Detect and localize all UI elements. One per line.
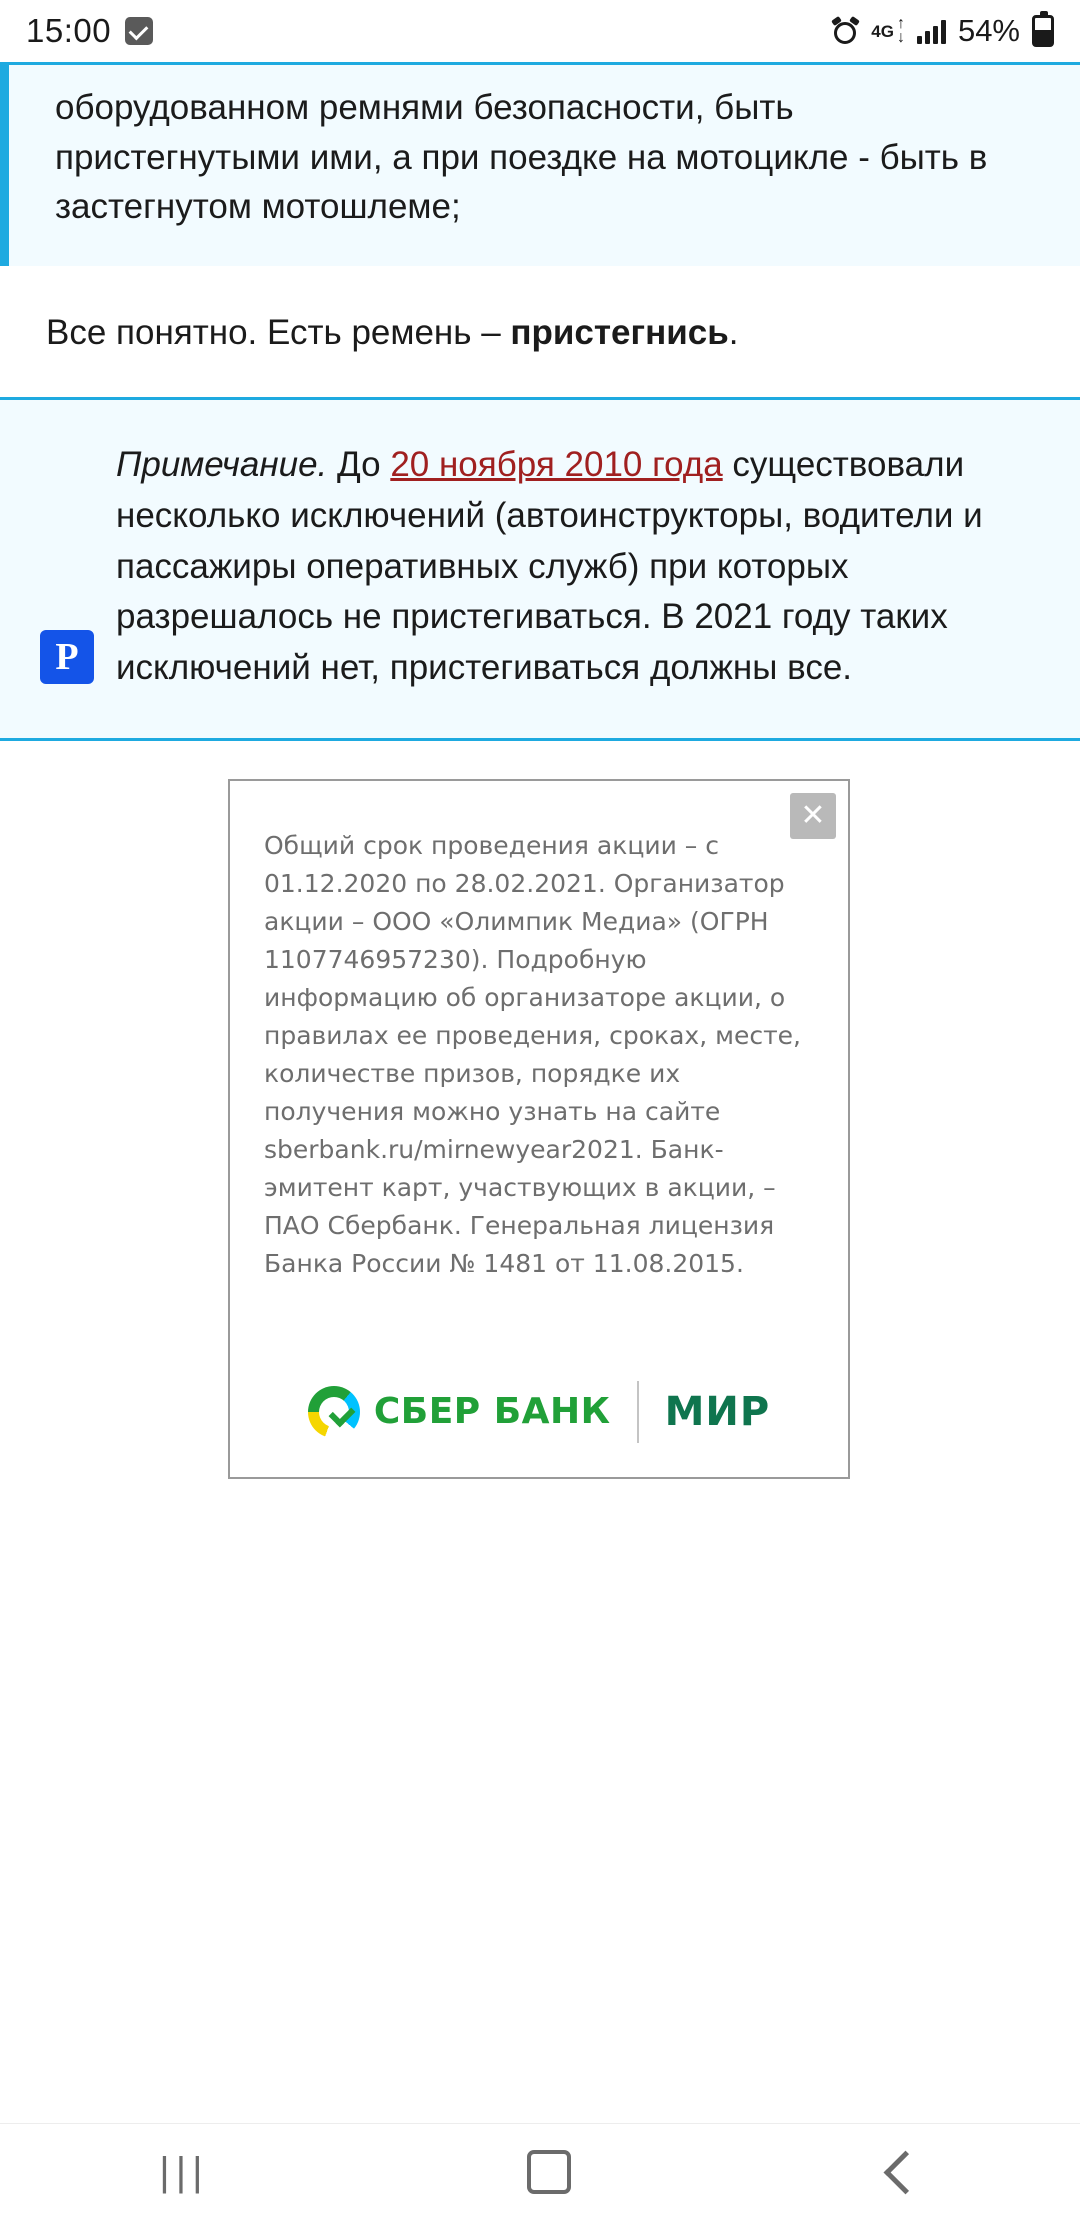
check-badge-icon [125,17,153,45]
network-type-label: 4G [871,21,894,41]
summary-suffix: . [728,313,739,353]
sberbank-logo [308,1386,611,1438]
article-content [0,62,1080,1521]
ad-banner[interactable] [228,779,850,1479]
sber-mark-icon [308,1386,360,1438]
summary-paragraph [0,266,1080,397]
status-clock: 15:00 [26,12,112,49]
battery-percent-label: 54% [957,13,1020,48]
note-label: Примечание. [116,445,328,485]
battery-icon [1032,15,1054,47]
summary-prefix: Все понятно. Есть ремень – [46,313,511,353]
ad-disclaimer-text: Общий срок проведения акции – с 01.12.2020 по 28.02.2021. Организатор акции – ООО «Олимпик Медиа» (ОГРН 1107746957230). Подробную информацию об организаторе акции, о правилах ее проведения, сроках, месте, количестве призов, порядке их получения можно узнать на сайте sberbank.ru/mirnewyear2021. Банк-эмитент карт, участвующих в акции, – ПАО Сбербанк. Генеральная лицензия Банка России № 1481 от 11.08.2015. [264,830,801,1278]
summary-emphasis: пристегнись [510,313,729,353]
logo-divider [637,1381,639,1443]
close-icon[interactable]: ✕ [790,793,836,839]
updown-arrows-icon: ↑ ↓ [896,15,905,46]
android-nav-bar [0,2123,1080,2220]
status-bar-left [26,12,153,50]
status-bar [0,0,1080,62]
note-block [0,397,1080,741]
status-bar-right [832,13,1054,49]
quote-block [0,62,1080,266]
note-text [116,440,1040,694]
home-button[interactable] [527,2150,571,2194]
ad-logos [230,1381,848,1443]
sberbank-label: СБЕР БАНК [373,1391,611,1433]
quote-text: оборудованном ремнями безопасности, быть пристегнутыми ими, а при поездке на мотоцикле - быть в застегнутом мотошлеме; [55,88,988,227]
note-after-link: существовали несколько исключений (автоинструкторы, водители и пассажиры оперативных служб) при которых разрешалось не пристегиваться. В 2021 году таких исключений нет, пристегиваться должны все. [116,445,983,688]
parking-sign-icon: P [40,630,94,684]
alarm-icon [832,18,859,45]
note-before-link: До [327,445,391,485]
recent-apps-button[interactable]: ||| [159,2149,209,2194]
data-transfer-icon [871,17,905,44]
ad-area [0,741,1080,1521]
signal-bars-icon [917,18,946,44]
mir-logo-label: МИР [664,1388,771,1435]
back-button[interactable] [883,2150,927,2194]
note-date-link[interactable]: 20 ноября 2010 года [390,445,723,485]
